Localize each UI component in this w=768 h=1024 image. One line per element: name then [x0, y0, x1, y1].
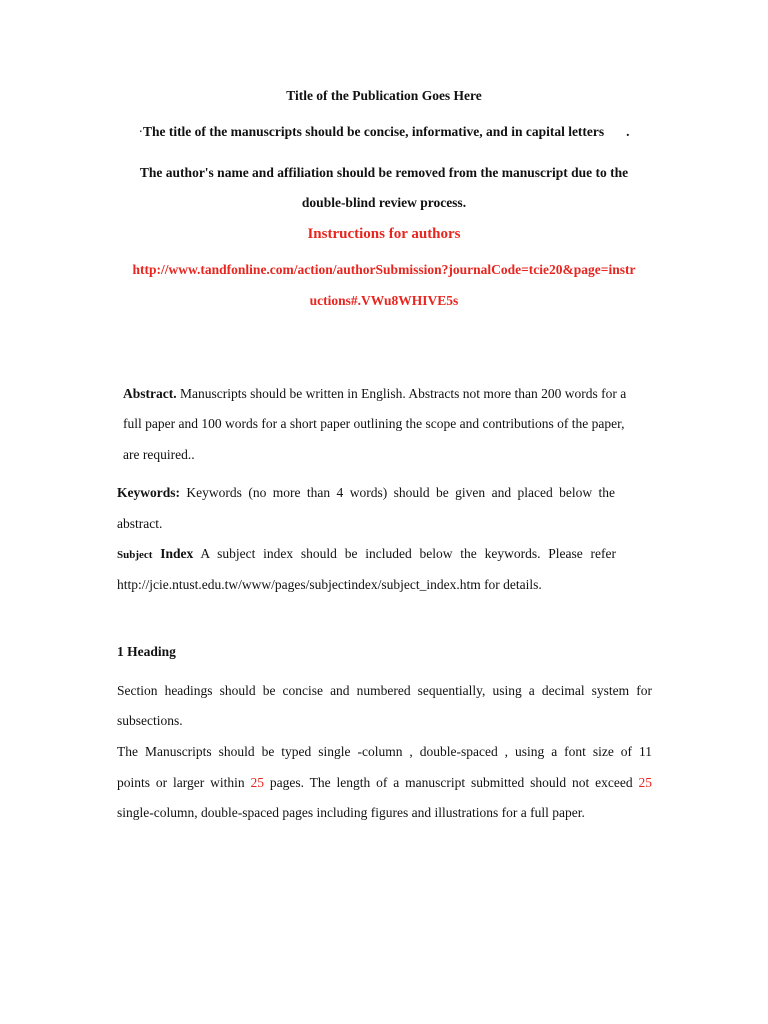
keywords-text-line1: Keywords (no more than 4 words) should be given and placed below the — [186, 485, 616, 500]
subject-index-text-line1: A subject index should be included below the keywords. Please refer — [200, 546, 616, 561]
instructions-heading: Instructions for authors — [307, 226, 461, 242]
manuscript-title-note — [0, 124, 768, 140]
page-limit-number: 25 — [250, 775, 265, 790]
author-note-line1: The author's name and affiliation should be removed from the manuscript due to the — [139, 165, 629, 180]
abstract-line2: full paper and 100 words for a short paper outlining the scope and contributions of the paper, — [123, 416, 625, 431]
abstract-text-line1: Manuscripts should be written in English. Abstracts not more than 200 words for a — [176, 386, 627, 401]
section-p1-line2: subsections. — [117, 713, 183, 728]
abstract-line1 — [123, 386, 626, 402]
subject-index-line2: http://jcie.ntust.edu.tw/www/pages/subjectindex/subject_index.htm for details. — [117, 577, 542, 592]
instructions-link-line2[interactable]: uctions#.VWu8WHIVE5s — [309, 293, 459, 308]
bullet-mark: · — [138, 124, 143, 139]
section-p2-line3: single-column, double-spaced pages including figures and illustrations for a full paper. — [117, 805, 585, 820]
author-note-line2: double-blind review process. — [301, 195, 467, 210]
subject-index-label: Index — [160, 546, 194, 561]
manuscript-title-note-text: The title of the manuscripts should be concise, informative, and in capital letters — [142, 124, 605, 139]
abstract-line3: are required.. — [123, 447, 195, 462]
instructions-link-line1[interactable]: http://www.tandfonline.com/action/authorSubmission?journalCode=tcie20&page=instr — [132, 262, 636, 277]
section-p1-line1: Section headings should be concise and numbered sequentially, using a decimal system for — [117, 683, 652, 698]
page-limit-number-2: 25 — [638, 775, 653, 790]
trailing-period: . — [626, 124, 630, 139]
section-p2-line2-b: pages. The length of a manuscript submitted should not exceed — [264, 775, 639, 790]
keywords-line2: abstract. — [117, 516, 163, 531]
subject-index-line1 — [117, 546, 616, 562]
section-p2-line2-a: points or larger within — [117, 775, 251, 790]
keywords-line1 — [117, 485, 615, 501]
keywords-label: Keywords: — [117, 485, 180, 500]
subject-label-small: Subject — [117, 549, 153, 561]
publication-title: Title of the Publication Goes Here — [286, 88, 482, 103]
section-heading: 1 Heading — [117, 644, 176, 659]
section-p2-line1: The Manuscripts should be typed single -column , double-spaced , using a font size of 11 — [117, 744, 652, 759]
abstract-label: Abstract. — [123, 386, 177, 401]
section-p2-line2 — [117, 775, 652, 791]
